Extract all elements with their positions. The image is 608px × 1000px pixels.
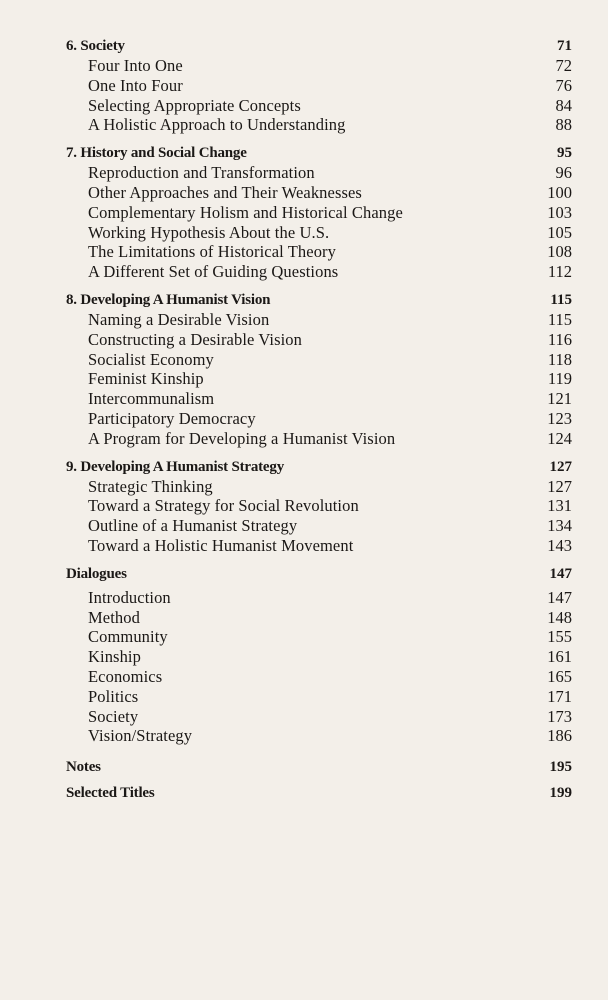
toc-entry xyxy=(66,310,572,330)
toc-entry xyxy=(66,242,572,262)
chapter-title: Dialogues xyxy=(66,565,127,582)
entry-page: 112 xyxy=(547,262,572,282)
chapter-9 xyxy=(66,457,572,556)
toc-entry xyxy=(66,369,572,389)
chapter-title: 7. History and Social Change xyxy=(66,145,247,162)
toc-entry xyxy=(66,627,572,647)
entry-title: Strategic Thinking xyxy=(88,476,213,496)
entry-title: Feminist Kinship xyxy=(88,369,204,389)
chapter-page: 147 xyxy=(549,565,572,582)
toc-entry xyxy=(66,350,572,370)
entry-page: 100 xyxy=(547,182,572,202)
toc-entry xyxy=(66,203,572,223)
entry-page: 118 xyxy=(547,349,572,369)
entry-title: Outline of a Humanist Strategy xyxy=(88,516,298,536)
entry-title: Community xyxy=(88,627,168,647)
entry-title: Participatory Democracy xyxy=(88,408,256,428)
entry-page: 165 xyxy=(547,666,572,686)
toc-entry xyxy=(66,223,572,243)
entry-page: 143 xyxy=(547,535,572,555)
entry-title: Toward a Strategy for Social Revolution xyxy=(88,496,359,516)
chapter-title: 6. Society xyxy=(66,38,125,54)
entry-page: 105 xyxy=(547,222,572,242)
entry-title: Intercommunalism xyxy=(88,389,215,409)
entry-title: Constructing a Desirable Vision xyxy=(88,329,302,349)
entry-title: Complementary Holism and Historical Change xyxy=(88,202,403,222)
entry-page: 131 xyxy=(547,496,572,516)
entry-page: 161 xyxy=(547,647,572,667)
entry-page: 147 xyxy=(547,587,572,607)
toc-entry xyxy=(66,588,572,608)
toc-entry xyxy=(66,516,572,536)
selected-titles-title: Selected Titles xyxy=(66,785,155,802)
toc-entry xyxy=(66,330,572,350)
chapter-page: 71 xyxy=(557,38,572,54)
selected-titles-heading xyxy=(66,780,572,806)
chapter-6 xyxy=(66,36,572,135)
entry-page: 121 xyxy=(547,389,572,409)
toc-entry xyxy=(66,477,572,497)
selected-titles-page: 199 xyxy=(549,785,572,802)
notes-page: 195 xyxy=(549,759,572,776)
toc-entry xyxy=(66,687,572,707)
entry-page: 88 xyxy=(555,115,572,135)
toc-entry xyxy=(66,76,572,96)
chapter-page: 95 xyxy=(557,145,572,162)
chapter-heading xyxy=(66,457,572,477)
toc-entry xyxy=(66,115,572,135)
entry-page: 186 xyxy=(547,726,572,746)
entry-title: Four Into One xyxy=(88,56,183,75)
entry-title: Economics xyxy=(88,666,163,686)
entry-title: Naming a Desirable Vision xyxy=(88,309,270,329)
entry-page: 148 xyxy=(547,607,572,627)
toc-entry xyxy=(66,96,572,116)
toc-entry xyxy=(66,496,572,516)
entry-page: 173 xyxy=(547,706,572,726)
entry-title: Working Hypothesis About the U.S. xyxy=(88,222,330,242)
table-of-contents xyxy=(66,36,572,806)
entry-title: The Limitations of Historical Theory xyxy=(88,242,336,262)
entry-title: Other Approaches and Their Weaknesses xyxy=(88,182,362,202)
chapter-heading xyxy=(66,564,572,584)
entry-page: 123 xyxy=(547,408,572,428)
entry-page: 72 xyxy=(555,56,572,75)
toc-entry xyxy=(66,262,572,282)
entry-title: Society xyxy=(88,706,139,726)
chapter-title: 8. Developing A Humanist Vision xyxy=(66,291,271,308)
entry-title: Reproduction and Transformation xyxy=(88,163,315,183)
entry-page: 124 xyxy=(547,428,572,448)
entry-page: 134 xyxy=(547,516,572,536)
dialogues-section xyxy=(66,564,572,746)
entry-page: 115 xyxy=(547,309,572,329)
entry-page: 119 xyxy=(547,369,572,389)
toc-entry xyxy=(66,667,572,687)
chapter-title: 9. Developing A Humanist Strategy xyxy=(66,458,284,475)
toc-entry xyxy=(66,183,572,203)
entry-title: Introduction xyxy=(88,587,171,607)
entry-title: Selecting Appropriate Concepts xyxy=(88,95,301,115)
entry-title: One Into Four xyxy=(88,75,183,95)
chapter-heading xyxy=(66,36,572,56)
toc-entry xyxy=(66,389,572,409)
toc-entry xyxy=(66,409,572,429)
entry-page: 116 xyxy=(547,329,572,349)
entry-page: 76 xyxy=(555,75,572,95)
chapter-8 xyxy=(66,290,572,449)
chapter-page: 127 xyxy=(549,458,572,475)
entry-title: Kinship xyxy=(88,647,141,667)
entry-page: 84 xyxy=(555,95,572,115)
notes-heading xyxy=(66,754,572,780)
entry-page: 103 xyxy=(547,202,572,222)
toc-entry xyxy=(66,429,572,449)
notes-title: Notes xyxy=(66,759,101,776)
entry-title: Vision/Strategy xyxy=(88,726,193,746)
toc-entry xyxy=(66,707,572,727)
chapter-7 xyxy=(66,143,572,282)
entry-page: 108 xyxy=(547,242,572,262)
toc-entry xyxy=(66,608,572,628)
entry-title: Toward a Holistic Humanist Movement xyxy=(88,535,354,555)
chapter-page: 115 xyxy=(550,291,572,308)
chapter-heading xyxy=(66,143,572,163)
toc-entry xyxy=(66,647,572,667)
toc-entry xyxy=(66,163,572,183)
entry-page: 155 xyxy=(547,627,572,647)
entry-title: A Different Set of Guiding Questions xyxy=(88,262,339,282)
entry-title: Politics xyxy=(88,686,139,706)
entry-page: 96 xyxy=(555,163,572,183)
toc-entry xyxy=(66,726,572,746)
back-matter xyxy=(66,754,572,806)
entry-title: Method xyxy=(88,607,140,627)
entry-title: A Holistic Approach to Understanding xyxy=(88,115,346,135)
entry-title: Socialist Economy xyxy=(88,349,214,369)
entry-title: A Program for Developing a Humanist Vision xyxy=(88,428,396,448)
entry-page: 171 xyxy=(547,686,572,706)
entry-page: 127 xyxy=(547,476,572,496)
chapter-heading xyxy=(66,290,572,310)
toc-entry xyxy=(66,536,572,556)
toc-entry xyxy=(66,56,572,76)
